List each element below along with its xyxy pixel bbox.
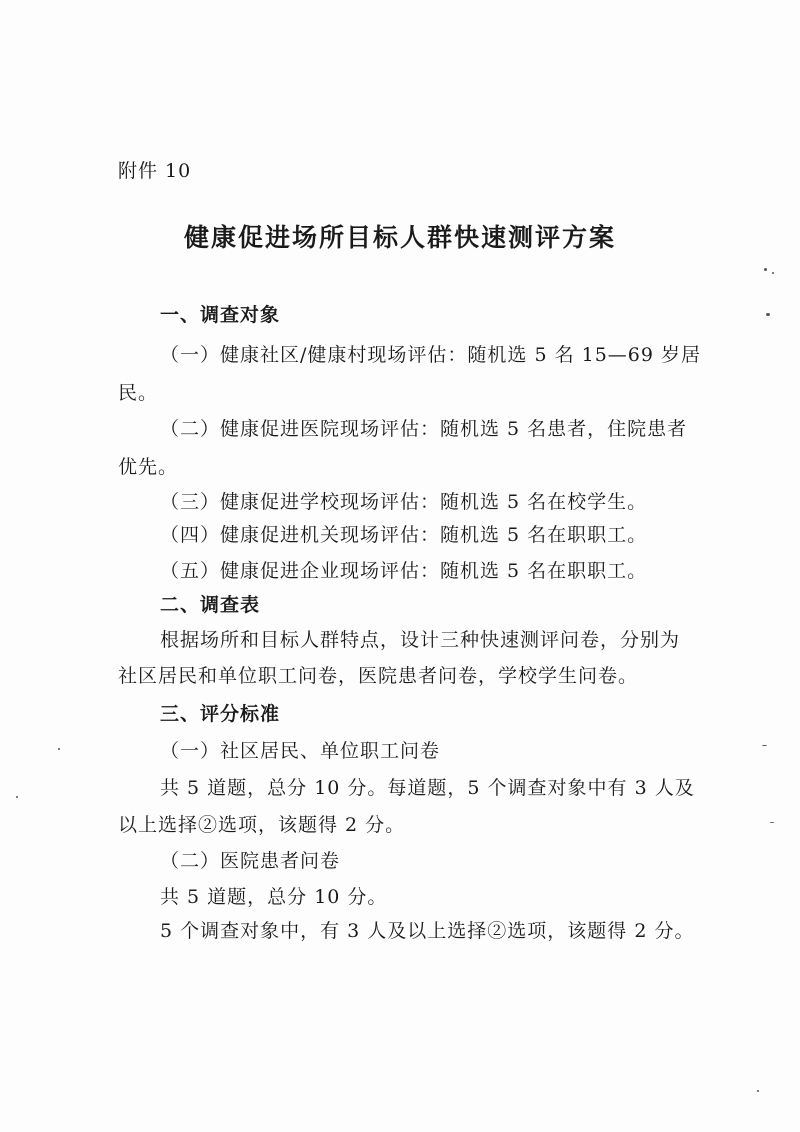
paragraph-line: （三）健康促进学校现场评估：随机选 5 名在校学生。 (160, 491, 648, 513)
scan-speck (16, 796, 18, 798)
document-title: 健康促进场所目标人群快速测评方案 (183, 223, 616, 252)
paragraph-line: （四）健康促进机关现场评估：随机选 5 名在职职工。 (160, 524, 648, 546)
scan-speck (772, 272, 774, 274)
scan-speck (757, 1090, 759, 1092)
section-heading-questionnaire: 二、调查表 (160, 594, 261, 616)
paragraph-line: 5 个调查对象中，有 3 人及以上选择②选项，该题得 2 分。 (160, 920, 695, 942)
subheading-hospital-questionnaire: （二）医院患者问卷 (160, 850, 341, 872)
paragraph-line: （一）健康社区/健康村现场评估：随机选 5 名 15—69 岁居 (160, 344, 702, 366)
paragraph-line: （二）健康促进医院现场评估：随机选 5 名患者，住院患者 (160, 418, 688, 440)
subheading-community-questionnaire: （一）社区居民、单位职工问卷 (160, 740, 441, 762)
scan-speck (762, 745, 767, 746)
paragraph-line: 共 5 道题，总分 10 分。每道题，5 个调查对象中有 3 人及 (160, 777, 695, 799)
scan-speck (764, 268, 767, 271)
attachment-label: 附件 10 (118, 160, 192, 182)
paragraph-line: 共 5 道题，总分 10 分。 (160, 886, 388, 908)
paragraph-line: 社区居民和单位职工问卷，医院患者问卷，学校学生问卷。 (118, 665, 639, 687)
scan-speck (766, 313, 770, 316)
paragraph-line: 以上选择②选项，该题得 2 分。 (118, 814, 406, 836)
paragraph-line: 民。 (118, 382, 159, 404)
section-heading-survey-targets: 一、调查对象 (160, 304, 281, 326)
scan-speck (58, 748, 60, 750)
paragraph-line: （五）健康促进企业现场评估：随机选 5 名在职职工。 (160, 560, 648, 582)
paragraph-line: 优先。 (118, 456, 179, 478)
section-heading-scoring: 三、评分标准 (160, 703, 281, 725)
scan-speck (770, 822, 774, 823)
paragraph-line: 根据场所和目标人群特点，设计三种快速测评问卷，分别为 (160, 629, 681, 651)
